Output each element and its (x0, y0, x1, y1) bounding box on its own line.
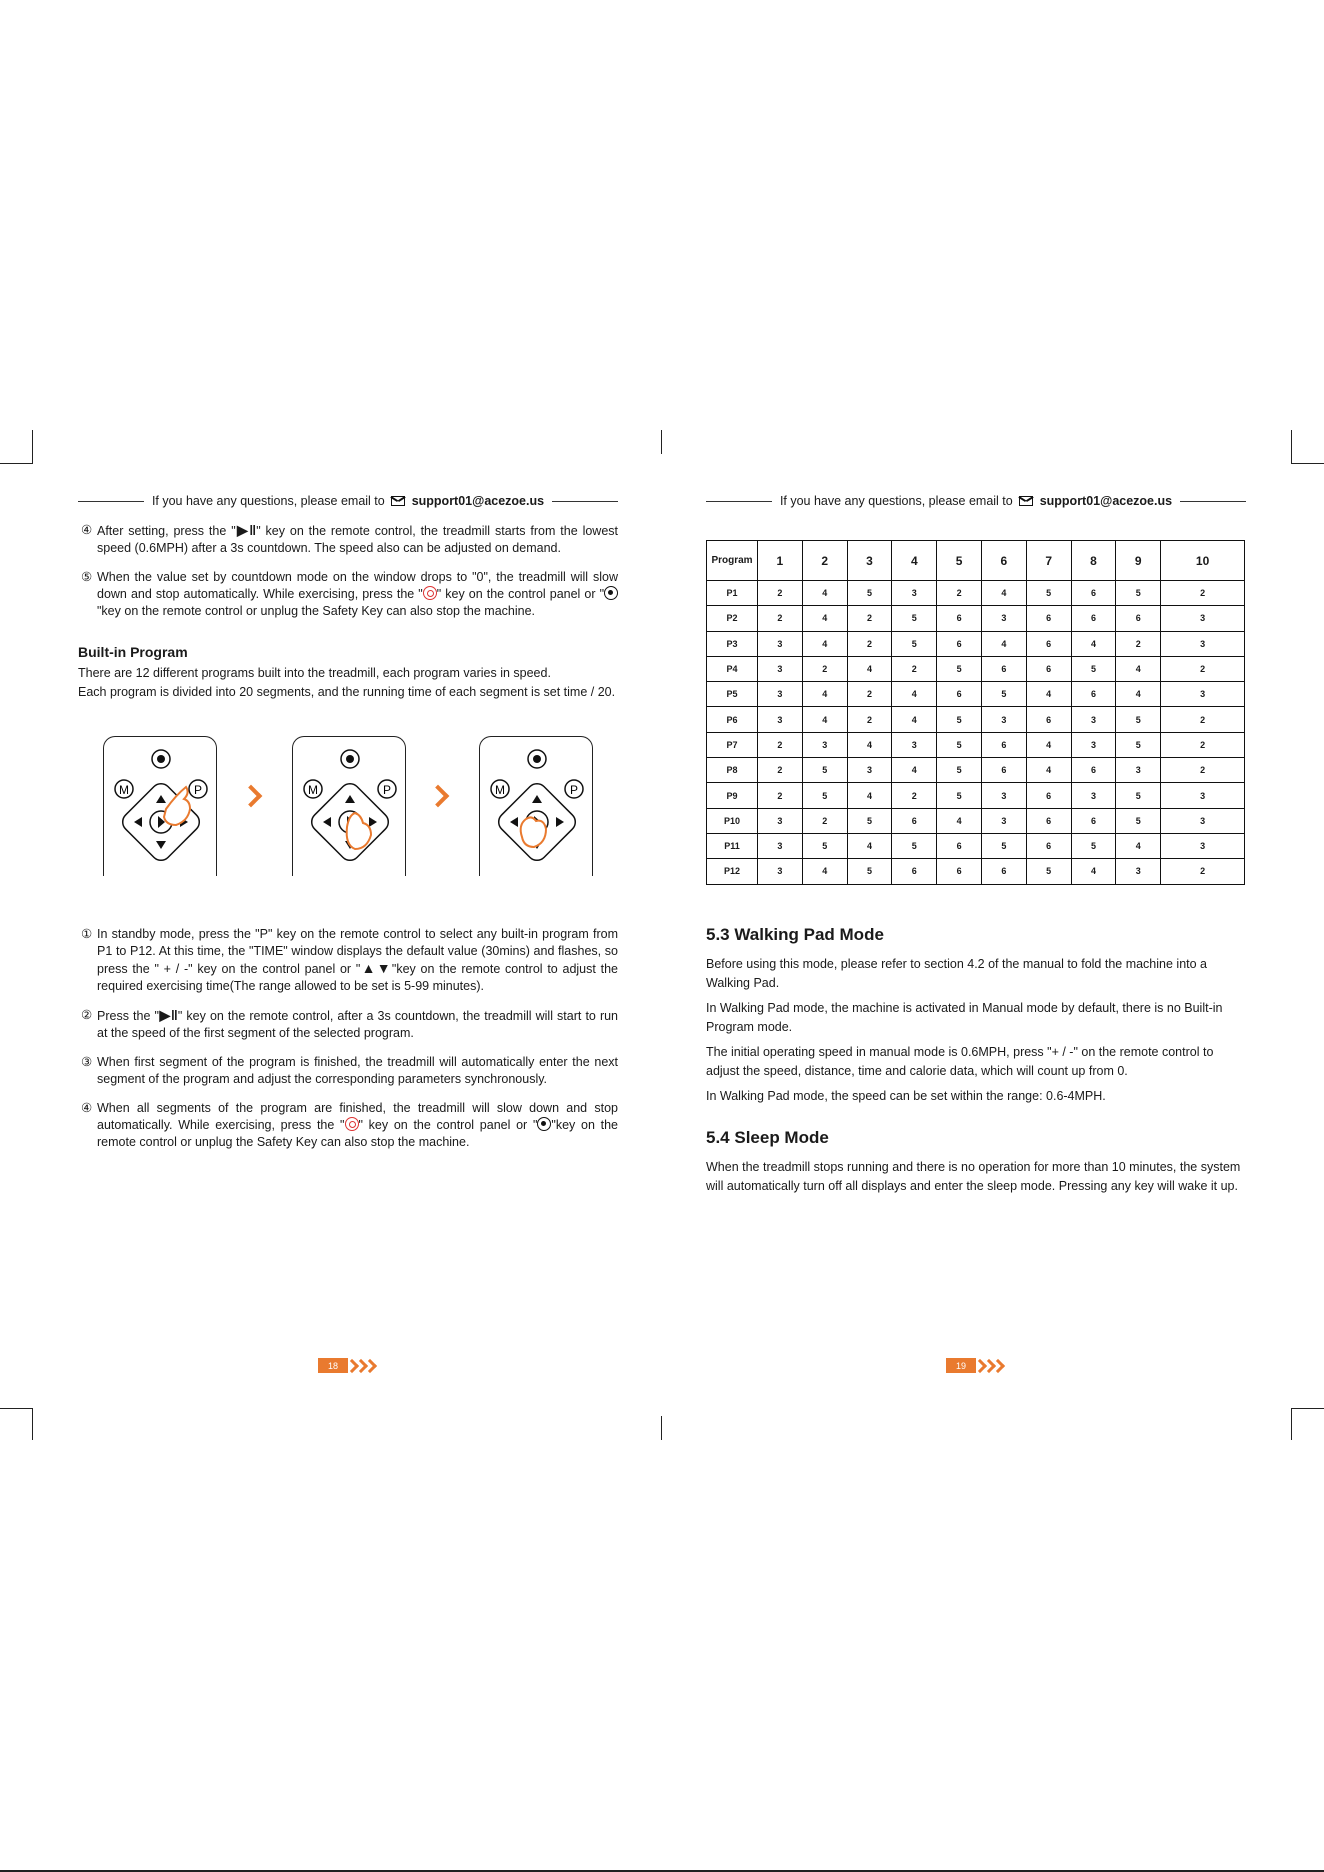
svg-text:P: P (382, 783, 392, 797)
speed-cell: 3 (1161, 606, 1245, 631)
speed-cell: 2 (892, 783, 937, 808)
speed-cell: 4 (802, 859, 847, 884)
crop-mark (1291, 1408, 1292, 1440)
table-row (707, 808, 1245, 833)
speed-cell: 3 (758, 682, 803, 707)
speed-cell: 6 (937, 631, 982, 656)
table-header-segment: 2 (802, 541, 847, 581)
speed-cell: 2 (1161, 656, 1245, 681)
speed-cell: 4 (937, 808, 982, 833)
step-text (97, 522, 618, 557)
page-number (946, 1358, 1003, 1373)
speed-cell: 3 (1161, 631, 1245, 656)
table-header-segment: 1 (758, 541, 803, 581)
speed-cell: 4 (981, 631, 1026, 656)
table-header-segment: 7 (1026, 541, 1071, 581)
step-item (78, 1100, 618, 1151)
sleep-mode-para: When the treadmill stops running and there is no operation for more than 10 minutes, the system will automatically turn off all displays and enter the sleep mode. Pressing any key will wake it up. (706, 1159, 1241, 1193)
table-header-segment: 8 (1071, 541, 1116, 581)
step-number: ④ (81, 1101, 93, 1115)
speed-cell: 6 (981, 732, 1026, 757)
speed-cell: 5 (937, 758, 982, 783)
speed-cell: 2 (758, 606, 803, 631)
builtin-line: There are 12 different programs built into the treadmill, each program varies in speed. (78, 666, 551, 680)
table-row (707, 581, 1245, 606)
program-table-body (707, 581, 1245, 885)
speed-cell: 3 (981, 783, 1026, 808)
speed-cell: 3 (892, 581, 937, 606)
remote-illustrations (78, 736, 618, 914)
speed-cell: 2 (847, 707, 892, 732)
speed-cell: 6 (981, 656, 1026, 681)
stop-icon (537, 1117, 551, 1131)
table-header-program: Program (707, 541, 758, 581)
speed-cell: 4 (847, 732, 892, 757)
speed-cell: 5 (1026, 859, 1071, 884)
mail-icon (1019, 496, 1033, 506)
table-row (707, 859, 1245, 884)
speed-cell: 6 (937, 859, 982, 884)
table-row (707, 656, 1245, 681)
page-number-label: 19 (946, 1358, 976, 1373)
speed-cell: 5 (1071, 833, 1116, 858)
speed-cell: 2 (1116, 631, 1161, 656)
step-number: ⑤ (81, 570, 93, 584)
step-text (97, 569, 618, 620)
svg-text:M: M (119, 783, 129, 797)
speed-cell: 3 (758, 631, 803, 656)
speed-cell: 5 (892, 631, 937, 656)
step-item (78, 569, 618, 620)
step-text-part: Press the " (97, 1009, 159, 1023)
speed-cell: 2 (892, 656, 937, 681)
page-number (318, 1358, 375, 1373)
walking-pad-para: In Walking Pad mode, the machine is activated in Manual mode by default, there is no Built-in Program mode. (706, 1000, 1223, 1034)
crop-mark (1291, 463, 1324, 464)
page-number-label: 18 (318, 1358, 348, 1373)
speed-cell: 4 (802, 707, 847, 732)
speed-cell: 3 (1116, 758, 1161, 783)
speed-cell: 5 (981, 682, 1026, 707)
table-row (707, 833, 1245, 858)
step-text: When first segment of the program is finished, the treadmill will automatically enter the next segment of the program and adjust the corresponding parameters synchronously. (97, 1055, 618, 1086)
next-arrow-icon (240, 785, 263, 808)
speed-cell: 3 (802, 732, 847, 757)
support-email[interactable]: support01@acezoe.us (1039, 494, 1173, 508)
program-name-cell: P6 (707, 707, 758, 732)
program-name-cell: P8 (707, 758, 758, 783)
speed-cell: 2 (758, 758, 803, 783)
table-row (707, 758, 1245, 783)
speed-cell: 5 (1116, 732, 1161, 757)
crop-mark (32, 1408, 33, 1440)
speed-cell: 3 (847, 758, 892, 783)
speed-cell: 4 (1026, 732, 1071, 757)
step-item (78, 522, 618, 557)
walking-pad-para: The initial operating speed in manual mode is 0.6MPH, press "+ / -" on the remote control to adjust the speed, distance, time and calorie data, which will count up from 0. (706, 1044, 1214, 1078)
program-name-cell: P1 (707, 581, 758, 606)
speed-cell: 4 (802, 631, 847, 656)
speed-cell: 2 (802, 808, 847, 833)
speed-cell: 5 (937, 783, 982, 808)
walking-pad-para: Before using this mode, please refer to section 4.2 of the manual to fold the machine into a Walking Pad. (706, 956, 1207, 990)
speed-cell: 4 (847, 783, 892, 808)
speed-cell: 3 (758, 833, 803, 858)
speed-cell: 4 (981, 581, 1026, 606)
next-arrow-icon (427, 785, 450, 808)
speed-cell: 5 (981, 833, 1026, 858)
step-item (78, 1007, 618, 1042)
step-number: ③ (81, 1055, 93, 1069)
builtin-title: Built-in Program (78, 644, 188, 660)
table-header-row (707, 541, 1245, 581)
speed-cell: 6 (1026, 631, 1071, 656)
speed-cell: 4 (1071, 859, 1116, 884)
speed-cell: 3 (1071, 783, 1116, 808)
step-number: ④ (81, 523, 93, 537)
speed-cell: 4 (802, 682, 847, 707)
step-text-part: "key on the remote control or unplug the Safety Key can also stop the machine. (97, 1118, 619, 1149)
speed-cell: 6 (1026, 808, 1071, 833)
step-number: ① (81, 927, 93, 941)
table-header-segment: 9 (1116, 541, 1161, 581)
step-text (97, 926, 618, 995)
remote-control-illustration (292, 736, 406, 876)
builtin-line: Each program is divided into 20 segments, and the running time of each segment is set time / 20. (78, 685, 616, 699)
speed-cell: 4 (1026, 758, 1071, 783)
speed-cell: 4 (1116, 656, 1161, 681)
remote-control-illustration (103, 736, 217, 876)
svg-text:M: M (495, 783, 505, 797)
crop-mark (1291, 430, 1292, 464)
walking-pad-para: In Walking Pad mode, the speed can be set within the range: 0.6-4MPH. (706, 1088, 1106, 1103)
table-header-segment: 3 (847, 541, 892, 581)
speed-cell: 3 (1071, 707, 1116, 732)
speed-cell: 2 (1161, 859, 1245, 884)
speed-cell: 3 (1161, 833, 1245, 858)
speed-cell: 4 (892, 707, 937, 732)
table-row (707, 783, 1245, 808)
speed-cell: 2 (758, 783, 803, 808)
builtin-text (78, 664, 618, 702)
speed-cell: 5 (1116, 783, 1161, 808)
speed-cell: 2 (758, 732, 803, 757)
program-name-cell: P3 (707, 631, 758, 656)
step-text-part: When all segments of the program are finished, the treadmill will slow down and stop automatically. While exercising, press the " (97, 1101, 618, 1132)
step-item (78, 1054, 618, 1088)
remote-control-illustration (479, 736, 593, 876)
speed-cell: 3 (758, 707, 803, 732)
speed-cell: 5 (802, 758, 847, 783)
speed-cell: 5 (937, 656, 982, 681)
table-row (707, 732, 1245, 757)
program-name-cell: P11 (707, 833, 758, 858)
speed-cell: 6 (1071, 758, 1116, 783)
step-text-part: In standby mode, press the "P" key on the remote control to select any built-in program from P1 to P12. At this time, the "TIME" window displays the default value (30mins) and flashes, so press the " + / -" key on the control panel or " (97, 927, 618, 976)
speed-cell: 2 (847, 631, 892, 656)
speed-cell: 2 (802, 656, 847, 681)
table-header-segment: 5 (937, 541, 982, 581)
speed-cell: 6 (1071, 808, 1116, 833)
speed-cell: 6 (937, 682, 982, 707)
speed-cell: 6 (1071, 606, 1116, 631)
page-header (706, 490, 1246, 512)
header-rule (706, 501, 772, 502)
speed-cell: 5 (937, 732, 982, 757)
speed-cell: 4 (1116, 682, 1161, 707)
program-name-cell: P7 (707, 732, 758, 757)
program-name-cell: P10 (707, 808, 758, 833)
step-text (97, 1007, 618, 1042)
left-page (78, 490, 618, 1151)
table-row (707, 707, 1245, 732)
speed-cell: 3 (1071, 732, 1116, 757)
step-text-part: " key on the control panel or " (436, 587, 605, 601)
speed-cell: 5 (1116, 707, 1161, 732)
speed-cell: 4 (847, 656, 892, 681)
step-text-part: " key on the control panel or " (358, 1118, 538, 1132)
speed-cell: 6 (892, 808, 937, 833)
speed-cell: 5 (802, 783, 847, 808)
mail-icon (391, 496, 405, 506)
crop-mark (661, 1416, 662, 1440)
speed-cell: 6 (981, 859, 1026, 884)
header-rule (78, 501, 144, 502)
speed-cell: 2 (847, 606, 892, 631)
speed-cell: 6 (981, 758, 1026, 783)
speed-cell: 6 (1026, 606, 1071, 631)
speed-cell: 6 (937, 833, 982, 858)
speed-cell: 4 (1071, 631, 1116, 656)
page-header (78, 490, 618, 512)
header-text (144, 494, 552, 508)
step-text-part: " key on the remote control, the treadmill starts from the lowest speed (0.6MPH) after a 3s countdown. The speed also can be adjusted on demand. (97, 524, 618, 555)
header-prefix: If you have any questions, please email to (151, 494, 385, 508)
program-name-cell: P2 (707, 606, 758, 631)
table-header-segment: 4 (892, 541, 937, 581)
speed-cell: 2 (847, 682, 892, 707)
speed-cell: 4 (802, 581, 847, 606)
step-text-part: After setting, press the " (97, 524, 236, 538)
speed-cell: 5 (847, 808, 892, 833)
speed-cell: 5 (847, 581, 892, 606)
play-pause-icon: ▶‖ (235, 522, 257, 538)
header-text (772, 494, 1180, 508)
step-item (78, 926, 618, 995)
speed-cell: 6 (1026, 656, 1071, 681)
speed-cell: 6 (937, 606, 982, 631)
svg-text:P: P (193, 783, 203, 797)
speed-cell: 3 (981, 707, 1026, 732)
program-name-cell: P12 (707, 859, 758, 884)
header-rule (552, 501, 618, 502)
crop-mark (0, 463, 33, 464)
crop-mark (32, 430, 33, 464)
remote-svg (104, 737, 218, 877)
speed-cell: 5 (1071, 656, 1116, 681)
program-table-head (707, 541, 1245, 581)
chevron-icon (991, 1358, 1005, 1372)
svg-text:P: P (569, 783, 579, 797)
speed-cell: 3 (981, 808, 1026, 833)
program-table (706, 540, 1245, 885)
speed-cell: 6 (892, 859, 937, 884)
step-text (97, 1100, 618, 1151)
crop-mark (0, 1408, 33, 1409)
sleep-mode-title: 5.4 Sleep Mode (706, 1127, 829, 1147)
speed-cell: 4 (847, 833, 892, 858)
speed-cell: 4 (1116, 833, 1161, 858)
speed-cell: 2 (758, 581, 803, 606)
up-down-arrow-icon: ▲▼ (360, 960, 392, 976)
speed-cell: 6 (1026, 833, 1071, 858)
speed-cell: 2 (1161, 707, 1245, 732)
speed-cell: 3 (1161, 783, 1245, 808)
support-email[interactable]: support01@acezoe.us (411, 494, 545, 508)
program-name-cell: P9 (707, 783, 758, 808)
speed-cell: 6 (1026, 707, 1071, 732)
crop-mark (661, 430, 662, 454)
header-prefix: If you have any questions, please email to (779, 494, 1013, 508)
remote-svg (293, 737, 407, 877)
speed-cell: 5 (937, 707, 982, 732)
speed-cell: 5 (1026, 581, 1071, 606)
table-header-segment: 10 (1161, 541, 1245, 581)
speed-cell: 3 (758, 656, 803, 681)
speed-cell: 5 (802, 833, 847, 858)
speed-cell: 4 (1026, 682, 1071, 707)
speed-cell: 3 (758, 808, 803, 833)
speed-cell: 6 (1116, 606, 1161, 631)
play-pause-icon: ▶‖ (158, 1007, 178, 1023)
speed-cell: 2 (1161, 581, 1245, 606)
speed-cell: 5 (1116, 581, 1161, 606)
speed-cell: 3 (981, 606, 1026, 631)
speed-cell: 3 (1116, 859, 1161, 884)
speed-cell: 6 (1071, 682, 1116, 707)
svg-text:M: M (308, 783, 318, 797)
speed-cell: 5 (1116, 808, 1161, 833)
power-icon (423, 586, 437, 600)
speed-cell: 3 (758, 859, 803, 884)
program-name-cell: P4 (707, 656, 758, 681)
speed-cell: 3 (1161, 808, 1245, 833)
table-row (707, 631, 1245, 656)
step-text-part: "key on the remote control to adjust the required exercising time(The range allowed to be set is 5-99 minutes). (97, 962, 618, 993)
step-text-part: "key on the remote control or unplug the Safety Key can also stop the machine. (97, 604, 536, 618)
step-number: ② (81, 1008, 93, 1022)
power-icon (345, 1117, 359, 1131)
speed-cell: 5 (892, 606, 937, 631)
step-text-part: " key on the remote control, after a 3s countdown, the treadmill will start to run at the speed of the first segment of the selected program. (97, 1009, 619, 1040)
table-row (707, 606, 1245, 631)
crop-mark (1291, 1408, 1324, 1409)
speed-cell: 4 (802, 606, 847, 631)
header-rule (1180, 501, 1246, 502)
speed-cell: 4 (892, 758, 937, 783)
remote-svg (480, 737, 594, 877)
speed-cell: 4 (892, 682, 937, 707)
speed-cell: 6 (1026, 783, 1071, 808)
right-page (706, 490, 1246, 1196)
speed-cell: 5 (892, 833, 937, 858)
speed-cell: 3 (1161, 682, 1245, 707)
stop-icon (604, 586, 618, 600)
program-name-cell: P5 (707, 682, 758, 707)
speed-cell: 2 (937, 581, 982, 606)
walking-pad-title: 5.3 Walking Pad Mode (706, 924, 884, 944)
speed-cell: 5 (847, 859, 892, 884)
speed-cell: 2 (1161, 758, 1245, 783)
chevron-icon (363, 1358, 377, 1372)
speed-cell: 3 (892, 732, 937, 757)
step-text-part: When the value set by countdown mode on the window drops to "0", the treadmill will slow down and stop automatically. While exercising, press the " (97, 570, 618, 601)
table-row (707, 682, 1245, 707)
speed-cell: 6 (1071, 581, 1116, 606)
table-header-segment: 6 (981, 541, 1026, 581)
speed-cell: 2 (1161, 732, 1245, 757)
